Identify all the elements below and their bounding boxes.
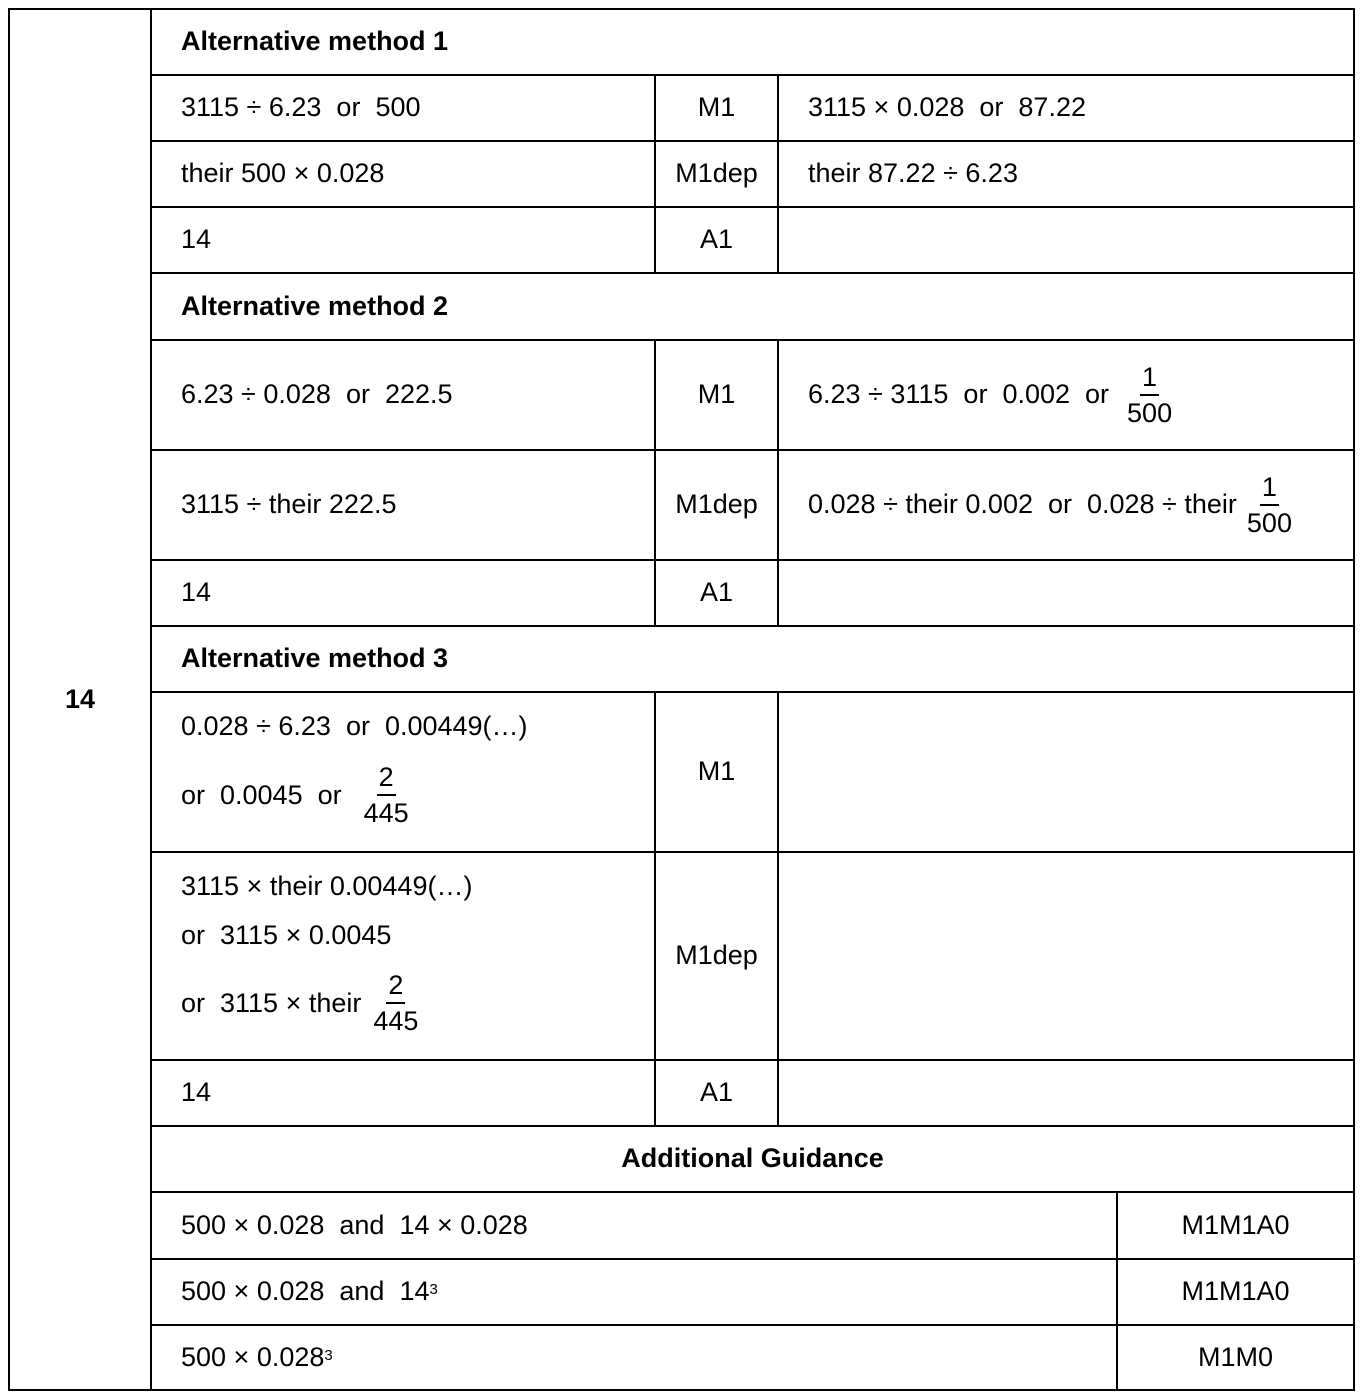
guidance-row3-superscript: 3: [324, 1346, 333, 1364]
guidance-row1-expression: 500 × 0.028 and 14 × 0.028: [181, 1209, 528, 1240]
method3-row1-mark: M1: [697, 756, 736, 787]
method1-row1-mark: M1: [697, 92, 736, 123]
method2-row1-alt-text: 6.23 ÷ 3115 or 0.002 or: [808, 379, 1110, 410]
guidance-row1-mark: M1M1A0: [1181, 1209, 1290, 1240]
fraction-numerator: 2: [377, 763, 396, 796]
method3-row1-work: [181, 693, 651, 851]
guidance-row2-mark: M1M1A0: [1181, 1276, 1290, 1307]
method3-row2-line2: or 3115 × 0.0045: [181, 920, 392, 950]
guidance-row3-text: [152, 1326, 1116, 1389]
fraction-denominator: 500: [1127, 398, 1173, 428]
fraction-numerator: 2: [386, 971, 405, 1004]
method2-row3-work: 14: [181, 577, 212, 608]
method1-row1-alt: 3115 × 0.028 or 87.22: [808, 92, 1086, 123]
method3-row2-work: [181, 853, 651, 1059]
guidance-row3-expression: 500 × 0.028: [181, 1341, 325, 1372]
method3-row1-line1: 0.028 ÷ 6.23 or 0.00449(…): [181, 711, 528, 741]
fraction-numerator: 1: [1260, 473, 1279, 506]
guidance-row2-expression: 500 × 0.028 and 14: [181, 1276, 430, 1307]
method1-row1-work: 3115 ÷ 6.23 or 500: [181, 92, 421, 123]
guidance-row2-superscript: 3: [429, 1281, 438, 1299]
method3-row2-mark: M1dep: [675, 940, 758, 971]
method2-row2-alt-text: 0.028 ÷ their 0.002 or 0.028 ÷ their: [808, 489, 1237, 520]
guidance-row1-text: [152, 1193, 1116, 1258]
method2-row2-alt: [779, 451, 1353, 559]
method2-row1-work: 6.23 ÷ 0.028 or 222.5: [181, 379, 453, 410]
fraction: [1247, 473, 1292, 538]
method3-row1-line2: or 0.0045 or: [181, 779, 342, 810]
method3-row2-line1: 3115 × their 0.00449(…): [181, 871, 473, 901]
method1-heading: Alternative method 1: [181, 26, 449, 57]
fraction-denominator: 445: [363, 798, 409, 829]
fraction: [364, 763, 409, 828]
method2-row3-mark: A1: [699, 577, 734, 608]
fraction: [373, 971, 418, 1036]
guidance-row2-text: [152, 1260, 1116, 1324]
method1-row2-mark: M1dep: [675, 158, 758, 189]
method3-heading: Alternative method 3: [181, 643, 449, 674]
method2-row2-work: 3115 ÷ their 222.5: [181, 489, 397, 520]
fraction: [1127, 363, 1172, 428]
question-number: 14: [64, 683, 96, 714]
method2-row1-alt: [779, 341, 1353, 449]
method1-row2-work: their 500 × 0.028: [181, 158, 385, 189]
fraction-denominator: 500: [1246, 508, 1292, 538]
method1-row3-mark: A1: [699, 224, 734, 255]
method3-row3-work: 14: [181, 1077, 212, 1108]
guidance-row3-mark: M1M0: [1197, 1341, 1273, 1372]
guidance-heading: Additional Guidance: [621, 1143, 884, 1174]
method3-row3-mark: A1: [699, 1077, 734, 1108]
fraction-denominator: 445: [373, 1006, 419, 1037]
method3-row2-line3: or 3115 × their: [181, 987, 362, 1018]
method1-row3-work: 14: [181, 224, 212, 255]
fraction-numerator: 1: [1140, 363, 1159, 396]
method1-row2-alt: their 87.22 ÷ 6.23: [808, 158, 1018, 189]
method2-row1-mark: M1: [697, 379, 736, 410]
method2-heading: Alternative method 2: [181, 290, 449, 321]
method2-row2-mark: M1dep: [675, 489, 758, 520]
